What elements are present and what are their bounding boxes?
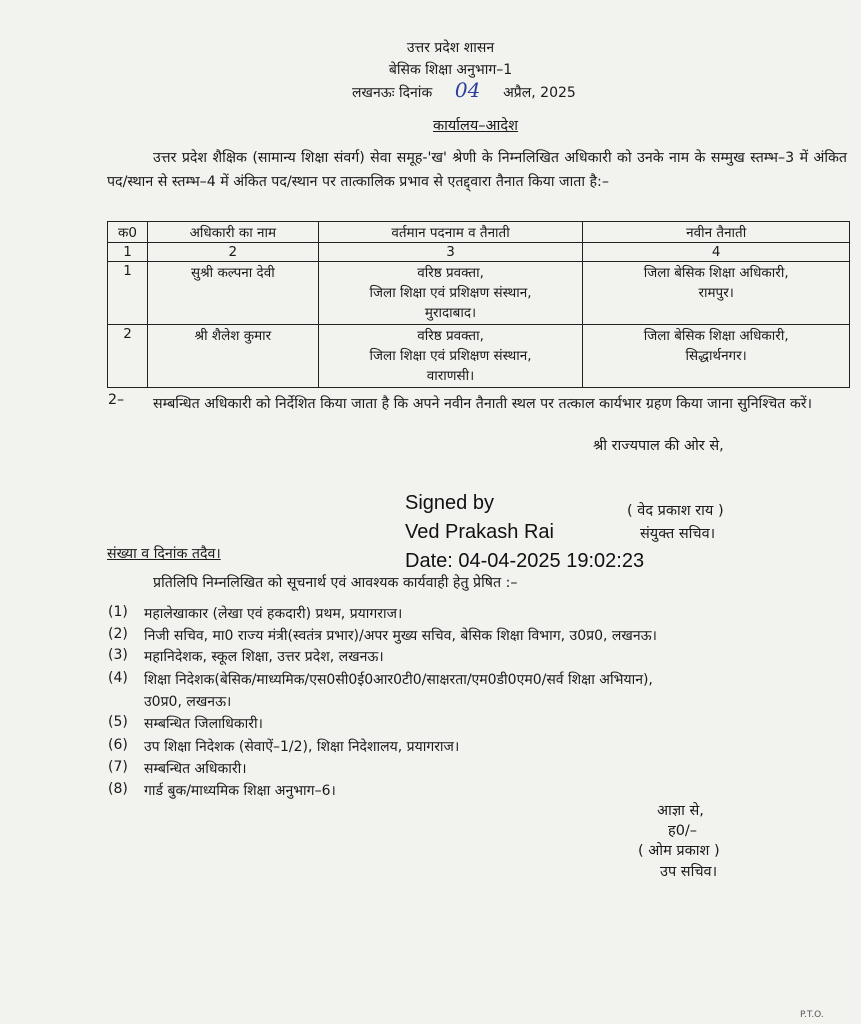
col-number: 1 <box>108 243 148 262</box>
digital-signature-line2: Ved Prakash Rai <box>405 521 554 543</box>
header-date <box>352 78 576 102</box>
row-new-posting <box>583 262 850 325</box>
row-current-posting <box>318 325 583 388</box>
new-line: सिद्धार्थनगर। <box>685 348 747 364</box>
sd-mark: ह0/– <box>668 823 698 839</box>
table-row <box>108 325 850 388</box>
row-officer-name: श्री शैलेश कुमार <box>147 325 318 388</box>
new-line: जिला बेसिक शिक्षा अधिकारी, <box>643 328 789 344</box>
para2-text: सम्बन्धित अधिकारी को निर्देशित किया जाता है कि अपने नवीन तैनाती स्थल पर तत्काल कार्यभार ग्रहण किया जाना सुनिश्चित करें। <box>153 396 812 412</box>
col-header-new: नवीन तैनाती <box>583 222 850 243</box>
list-item-number: (8) <box>108 781 128 797</box>
order-title: कार्यालय–आदेश <box>433 118 518 134</box>
list-item-number: (3) <box>108 647 128 663</box>
current-line: मुरादाबाद। <box>424 305 477 321</box>
date-day-handwritten: 04 <box>454 78 481 102</box>
list-item-number: (4) <box>108 670 128 686</box>
table-header-row <box>108 222 850 243</box>
posting-table <box>107 221 850 388</box>
current-line: वाराणसी। <box>426 368 475 384</box>
list-item: शिक्षा निदेशक(बेसिक/माध्यमिक/एस0सी0ई0आर0टी0/साक्षरता/एम0डी0एम0/सर्व शिक्षा अभियान), <box>144 672 653 688</box>
signatory2-designation: उप सचिव। <box>660 864 718 880</box>
list-item: गार्ड बुक/माध्यमिक शिक्षा अनुभाग–6। <box>144 783 336 799</box>
list-item-number: (2) <box>108 626 128 642</box>
current-line: जिला शिक्षा एवं प्रशिक्षण संस्थान, <box>369 285 532 301</box>
header-line-govt: उत्तर प्रदेश शासन <box>406 40 495 56</box>
row-current-posting <box>318 262 583 325</box>
list-item: सम्बन्धित अधिकारी। <box>144 761 247 777</box>
row-sno: 2 <box>108 325 148 388</box>
header-line-section: बेसिक शिक्षा अनुभाग–1 <box>388 62 513 78</box>
col-header-sno: क0 <box>108 222 148 243</box>
col-header-name: अधिकारी का नाम <box>147 222 318 243</box>
digital-signature-date: Date: 04-04-2025 19:02:23 <box>405 550 645 572</box>
page-turn-mark: P.T.O. <box>800 1010 824 1020</box>
list-item: निजी सचिव, मा0 राज्य मंत्री(स्वतंत्र प्रभार)/अपर मुख्य सचिव, बेसिक शिक्षा विभाग, उ0प्र0, लखनऊ। <box>144 628 657 644</box>
col-header-current: वर्तमान पदनाम व तैनाती <box>318 222 583 243</box>
list-item-number: (7) <box>108 759 128 775</box>
signatory1-designation: संयुक्त सचिव। <box>640 526 716 542</box>
list-item: उप शिक्षा निदेशक (सेवाऐं–1/2), शिक्षा निदेशालय, प्रयागराज। <box>144 739 460 755</box>
new-line: रामपुर। <box>698 285 734 301</box>
signatory1-name: ( वेद प्रकाश राय ) <box>627 503 724 519</box>
current-line: वरिष्ठ प्रवक्ता, <box>417 328 484 344</box>
list-item: महालेखाकार (लेखा एवं हकदारी) प्रथम, प्रयागराज। <box>144 606 403 622</box>
col-number: 2 <box>147 243 318 262</box>
current-line: वरिष्ठ प्रवक्ता, <box>417 265 484 281</box>
date-suffix: अप्रैल, 2025 <box>503 85 576 101</box>
list-item: सम्बन्धित जिलाधिकारी। <box>144 716 263 732</box>
para2-number: 2– <box>108 392 125 408</box>
list-item-continuation: उ0प्र0, लखनऊ। <box>144 694 232 710</box>
col-number: 3 <box>318 243 583 262</box>
new-line: जिला बेसिक शिक्षा अधिकारी, <box>643 265 789 281</box>
row-new-posting <box>583 325 850 388</box>
col-number: 4 <box>583 243 850 262</box>
date-prefix: लखनऊः दिनांक <box>352 85 433 101</box>
digital-signature-line1: Signed by <box>405 492 494 514</box>
list-item-number: (1) <box>108 604 128 620</box>
list-item: महानिदेशक, स्कूल शिक्षा, उत्तर प्रदेश, लखनऊ। <box>144 649 384 665</box>
table-column-number-row <box>108 243 850 262</box>
list-item-number: (6) <box>108 737 128 753</box>
current-line: जिला शिक्षा एवं प्रशिक्षण संस्थान, <box>369 348 532 364</box>
list-item-number: (5) <box>108 714 128 730</box>
row-sno: 1 <box>108 262 148 325</box>
reference-line: संख्या व दिनांक तदैव। <box>107 546 221 562</box>
intro-paragraph: उत्तर प्रदेश शैक्षिक (सामान्य शिक्षा संवर्ग) सेवा समूह-'ख' श्रेणी के निम्नलिखित अधिकारी को उनके नाम के सम्मुख स्तम्भ–3 में अंकित पद/स्थान से स्तम्भ–4 में अंकित पद/स्थान पर तात्कालिक प्रभाव से एतद्द्वारा तैनात किया जाता है:– <box>107 150 847 190</box>
signatory2-name: ( ओम प्रकाश ) <box>638 843 720 859</box>
by-governor: श्री राज्यपाल की ओर से, <box>593 438 724 454</box>
by-order: आज्ञा से, <box>657 803 704 819</box>
copy-intro: प्रतिलिपि निम्नलिखित को सूचनार्थ एवं आवश्यक कार्यवाही हेतु प्रेषित :– <box>153 575 518 591</box>
row-officer-name: सुश्री कल्पना देवी <box>147 262 318 325</box>
table-row <box>108 262 850 325</box>
